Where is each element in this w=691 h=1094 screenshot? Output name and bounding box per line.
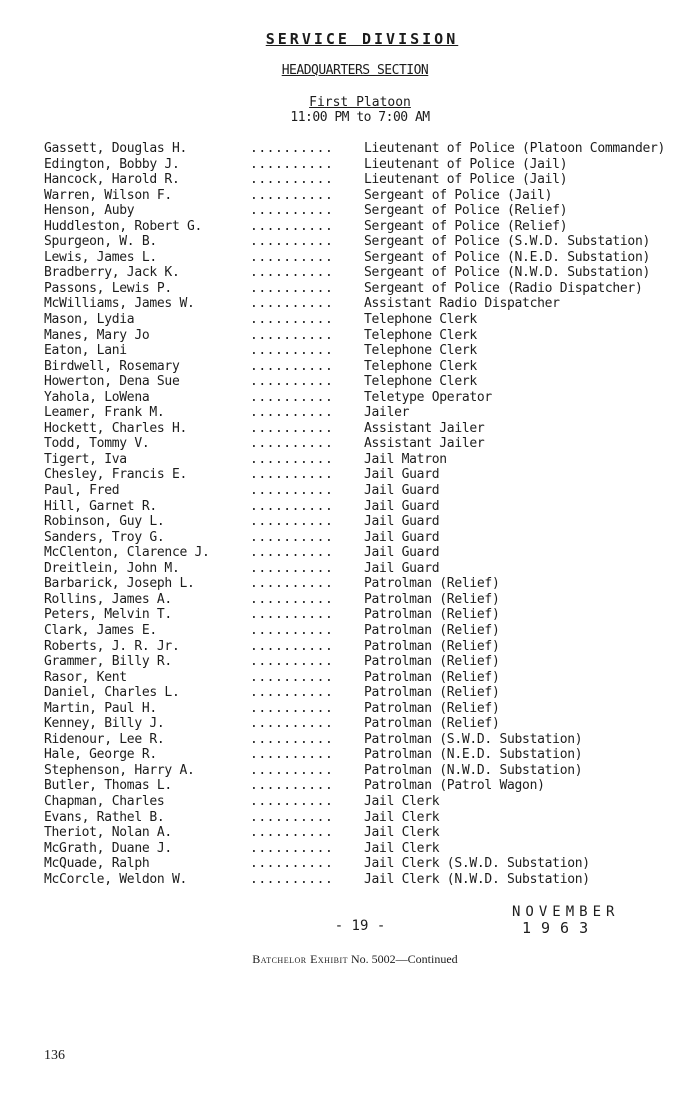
personnel-position: Lieutenant of Police (Jail) (364, 156, 568, 172)
personnel-name: Rollins, James A. (44, 591, 172, 607)
personnel-name: Birdwell, Rosemary (44, 358, 180, 374)
roster-row (44, 312, 684, 328)
personnel-name: Roberts, J. R. Jr. (44, 638, 180, 654)
personnel-name: Hancock, Harold R. (44, 172, 180, 188)
personnel-name: Howerton, Dena Sue (44, 374, 180, 390)
personnel-position: Sergeant of Police (Radio Dispatcher) (364, 280, 643, 296)
leader-dots: .......... (250, 778, 334, 794)
leader-dots: .......... (250, 187, 334, 203)
personnel-name: Butler, Thomas L. (44, 778, 172, 794)
leader-dots: .......... (250, 389, 334, 405)
roster-row (44, 296, 684, 312)
roster-row (44, 561, 684, 577)
roster-row (44, 530, 684, 546)
personnel-position: Jail Guard (364, 529, 440, 545)
leader-dots: .......... (250, 234, 334, 250)
personnel-position: Sergeant of Police (S.W.D. Substation) (364, 234, 651, 250)
personnel-position: Jail Clerk (N.W.D. Substation) (364, 871, 590, 887)
leader-dots: .......... (250, 327, 334, 343)
leader-dots: .......... (250, 218, 334, 234)
leader-dots: .......... (250, 591, 334, 607)
personnel-name: Leamer, Frank M. (44, 405, 165, 421)
personnel-position: Patrolman (Relief) (364, 591, 500, 607)
leader-dots: .......... (250, 451, 334, 467)
roster-row (44, 716, 684, 732)
roster-row (44, 188, 684, 204)
roster-row (44, 234, 684, 250)
roster-row (44, 250, 684, 266)
exhibit-name: Batchelor Exhibit (252, 952, 349, 966)
roster-row (44, 872, 684, 888)
roster-row (44, 343, 684, 359)
personnel-position: Jail Guard (364, 514, 440, 530)
personnel-name: Mason, Lydia (44, 312, 135, 328)
roster-row (44, 825, 684, 841)
personnel-name: Grammer, Billy R. (44, 654, 172, 670)
roster-row (44, 778, 684, 794)
personnel-position: Telephone Clerk (364, 327, 477, 343)
personnel-name: Clark, James E. (44, 622, 157, 638)
personnel-position: Jail Clerk (364, 793, 440, 809)
leader-dots: .......... (250, 793, 334, 809)
roster-row (44, 545, 684, 561)
personnel-name: Sanders, Troy G. (44, 529, 165, 545)
personnel-name: Stephenson, Harry A. (44, 762, 195, 778)
personnel-name: McGrath, Duane J. (44, 840, 172, 856)
leader-dots: .......... (250, 374, 334, 390)
platoon-heading: First Platoon (309, 95, 411, 110)
personnel-name: Daniel, Charles L. (44, 685, 180, 701)
roster-row (44, 281, 684, 297)
personnel-position: Jail Clerk (364, 825, 440, 841)
personnel-name: Dreitlein, John M. (44, 560, 180, 576)
roster-row (44, 639, 684, 655)
personnel-name: Theriot, Nolan A. (44, 825, 172, 841)
roster-row (44, 172, 684, 188)
personnel-position: Patrolman (Relief) (364, 622, 500, 638)
roster-row (44, 841, 684, 857)
personnel-position: Patrolman (Patrol Wagon) (364, 778, 545, 794)
personnel-position: Jail Guard (364, 560, 440, 576)
section-heading: HEADQUARTERS SECTION (281, 63, 429, 78)
personnel-position: Lieutenant of Police (Jail) (364, 172, 568, 188)
personnel-name: Kenney, Billy J. (44, 716, 165, 732)
personnel-name: Hockett, Charles H. (44, 420, 188, 436)
leader-dots: .......... (250, 685, 334, 701)
personnel-name: Hale, George R. (44, 747, 157, 763)
roster-row (44, 654, 684, 670)
leader-dots: .......... (250, 343, 334, 359)
leader-dots: .......... (250, 483, 334, 499)
roster-row (44, 576, 684, 592)
leader-dots: .......... (250, 436, 334, 452)
leader-dots: .......... (250, 809, 334, 825)
roster-row (44, 141, 684, 157)
personnel-position: Jailer (364, 405, 410, 421)
personnel-position: Patrolman (Relief) (364, 685, 500, 701)
roster-row (44, 685, 684, 701)
roster-row (44, 856, 684, 872)
personnel-position: Jail Guard (364, 498, 440, 514)
personnel-position: Jail Clerk (364, 809, 440, 825)
personnel-name: Henson, Auby (44, 203, 135, 219)
leader-dots: .......... (250, 514, 334, 530)
personnel-position: Assistant Jailer (364, 436, 485, 452)
leader-dots: .......... (250, 141, 334, 156)
roster-row (44, 794, 684, 810)
leader-dots: .......... (250, 654, 334, 670)
personnel-position: Patrolman (Relief) (364, 716, 500, 732)
personnel-position: Jail Guard (364, 467, 440, 483)
leader-dots: .......... (250, 716, 334, 732)
personnel-name: Ridenour, Lee R. (44, 731, 165, 747)
exhibit-caption (180, 952, 530, 967)
leader-dots: .......... (250, 607, 334, 623)
leader-dots: .......... (250, 265, 334, 281)
leader-dots: .......... (250, 747, 334, 763)
personnel-name: Manes, Mary Jo (44, 327, 150, 343)
leader-dots: .......... (250, 203, 334, 219)
roster-row (44, 203, 684, 219)
shift-hours: 11:00 PM to 7:00 AM (290, 110, 430, 125)
personnel-name: Eaton, Lani (44, 343, 127, 359)
leader-dots: .......... (250, 312, 334, 328)
roster-row (44, 483, 684, 499)
personnel-position: Patrolman (Relief) (364, 669, 500, 685)
roster-row (44, 701, 684, 717)
personnel-position: Jail Guard (364, 483, 440, 499)
leader-dots: .......... (250, 700, 334, 716)
personnel-position: Telephone Clerk (364, 312, 477, 328)
leader-dots: .......... (250, 622, 334, 638)
roster-row (44, 157, 684, 173)
personnel-position: Telephone Clerk (364, 343, 477, 359)
personnel-name: Evans, Rathel B. (44, 809, 165, 825)
personnel-name: Yahola, LoWena (44, 389, 150, 405)
personnel-position: Sergeant of Police (N.E.D. Substation) (364, 249, 651, 265)
personnel-name: Hill, Garnet R. (44, 498, 157, 514)
personnel-name: Tigert, Iva (44, 451, 127, 467)
personnel-position: Jail Clerk (S.W.D. Substation) (364, 856, 590, 872)
personnel-position: Patrolman (N.E.D. Substation) (364, 747, 583, 763)
personnel-position: Jail Clerk (364, 840, 440, 856)
roster-row (44, 747, 684, 763)
leader-dots: .......... (250, 498, 334, 514)
roster-row (44, 732, 684, 748)
personnel-position: Sergeant of Police (N.W.D. Substation) (364, 265, 651, 281)
personnel-position: Sergeant of Police (Jail) (364, 187, 553, 203)
roster-row (44, 405, 684, 421)
date-year: 1963 (522, 919, 599, 937)
leader-dots: .......... (250, 405, 334, 421)
personnel-name: Paul, Fred (44, 483, 120, 499)
roster-row (44, 514, 684, 530)
personnel-position: Patrolman (Relief) (364, 638, 500, 654)
personnel-name: Gassett, Douglas H. (44, 141, 188, 156)
roster-row (44, 607, 684, 623)
leader-dots: .......... (250, 467, 334, 483)
personnel-name: Passons, Lewis P. (44, 280, 172, 296)
leader-dots: .......... (250, 156, 334, 172)
leader-dots: .......... (250, 249, 334, 265)
leader-dots: .......... (250, 172, 334, 188)
personnel-position: Jail Matron (364, 451, 447, 467)
leader-dots: .......... (250, 560, 334, 576)
leader-dots: .......... (250, 669, 334, 685)
roster-row (44, 328, 684, 344)
roster-row (44, 623, 684, 639)
roster-row (44, 592, 684, 608)
personnel-name: McWilliams, James W. (44, 296, 195, 312)
personnel-name: McCorcle, Weldon W. (44, 871, 188, 887)
personnel-name: McClenton, Clarence J. (44, 545, 210, 561)
personnel-position: Sergeant of Police (Relief) (364, 218, 568, 234)
roster-row (44, 452, 684, 468)
roster-row (44, 265, 684, 281)
book-page-number: 136 (44, 1048, 65, 1063)
personnel-position: Patrolman (Relief) (364, 607, 500, 623)
leader-dots: .......... (250, 731, 334, 747)
leader-dots: .......... (250, 529, 334, 545)
personnel-name: McQuade, Ralph (44, 856, 150, 872)
leader-dots: .......... (250, 420, 334, 436)
personnel-name: Chapman, Charles (44, 793, 165, 809)
roster-row (44, 219, 684, 235)
personnel-position: Patrolman (Relief) (364, 654, 500, 670)
personnel-position: Assistant Radio Dispatcher (364, 296, 560, 312)
personnel-name: Spurgeon, W. B. (44, 234, 157, 250)
personnel-name: Robinson, Guy L. (44, 514, 165, 530)
roster-row (44, 763, 684, 779)
roster-row (44, 467, 684, 483)
leader-dots: .......... (250, 762, 334, 778)
roster-row (44, 359, 684, 375)
personnel-name: Martin, Paul H. (44, 700, 157, 716)
roster-row (44, 421, 684, 437)
personnel-position: Telephone Clerk (364, 358, 477, 374)
division-title: SERVICE DIVISION (265, 30, 459, 48)
leader-dots: .......... (250, 545, 334, 561)
personnel-name: Edington, Bobby J. (44, 156, 180, 172)
page-number: - 19 - (334, 918, 386, 934)
leader-dots: .......... (250, 358, 334, 374)
personnel-roster (44, 141, 684, 887)
personnel-position: Assistant Jailer (364, 420, 485, 436)
personnel-name: Chesley, Francis E. (44, 467, 188, 483)
exhibit-number: No. 5002—Continued (351, 952, 458, 966)
personnel-position: Jail Guard (364, 545, 440, 561)
leader-dots: .......... (250, 576, 334, 592)
personnel-position: Telephone Clerk (364, 374, 477, 390)
leader-dots: .......... (250, 296, 334, 312)
personnel-position: Patrolman (Relief) (364, 576, 500, 592)
personnel-name: Warren, Wilson F. (44, 187, 172, 203)
leader-dots: .......... (250, 638, 334, 654)
personnel-position: Patrolman (Relief) (364, 700, 500, 716)
leader-dots: .......... (250, 856, 334, 872)
personnel-name: Barbarick, Joseph L. (44, 576, 195, 592)
personnel-name: Todd, Tommy V. (44, 436, 150, 452)
leader-dots: .......... (250, 280, 334, 296)
personnel-name: Bradberry, Jack K. (44, 265, 180, 281)
personnel-name: Huddleston, Robert G. (44, 218, 203, 234)
roster-row (44, 436, 684, 452)
roster-row (44, 499, 684, 515)
roster-row (44, 390, 684, 406)
personnel-position: Patrolman (S.W.D. Substation) (364, 731, 583, 747)
personnel-position: Lieutenant of Police (Platoon Commander) (364, 141, 666, 156)
personnel-name: Peters, Melvin T. (44, 607, 172, 623)
roster-row (44, 374, 684, 390)
roster-row (44, 670, 684, 686)
personnel-position: Patrolman (N.W.D. Substation) (364, 762, 583, 778)
personnel-position: Teletype Operator (364, 389, 492, 405)
personnel-name: Rasor, Kent (44, 669, 127, 685)
leader-dots: .......... (250, 840, 334, 856)
personnel-name: Lewis, James L. (44, 249, 157, 265)
leader-dots: .......... (250, 825, 334, 841)
date-month: NOVEMBER (512, 904, 620, 920)
personnel-position: Sergeant of Police (Relief) (364, 203, 568, 219)
roster-row (44, 810, 684, 826)
leader-dots: .......... (250, 871, 334, 887)
